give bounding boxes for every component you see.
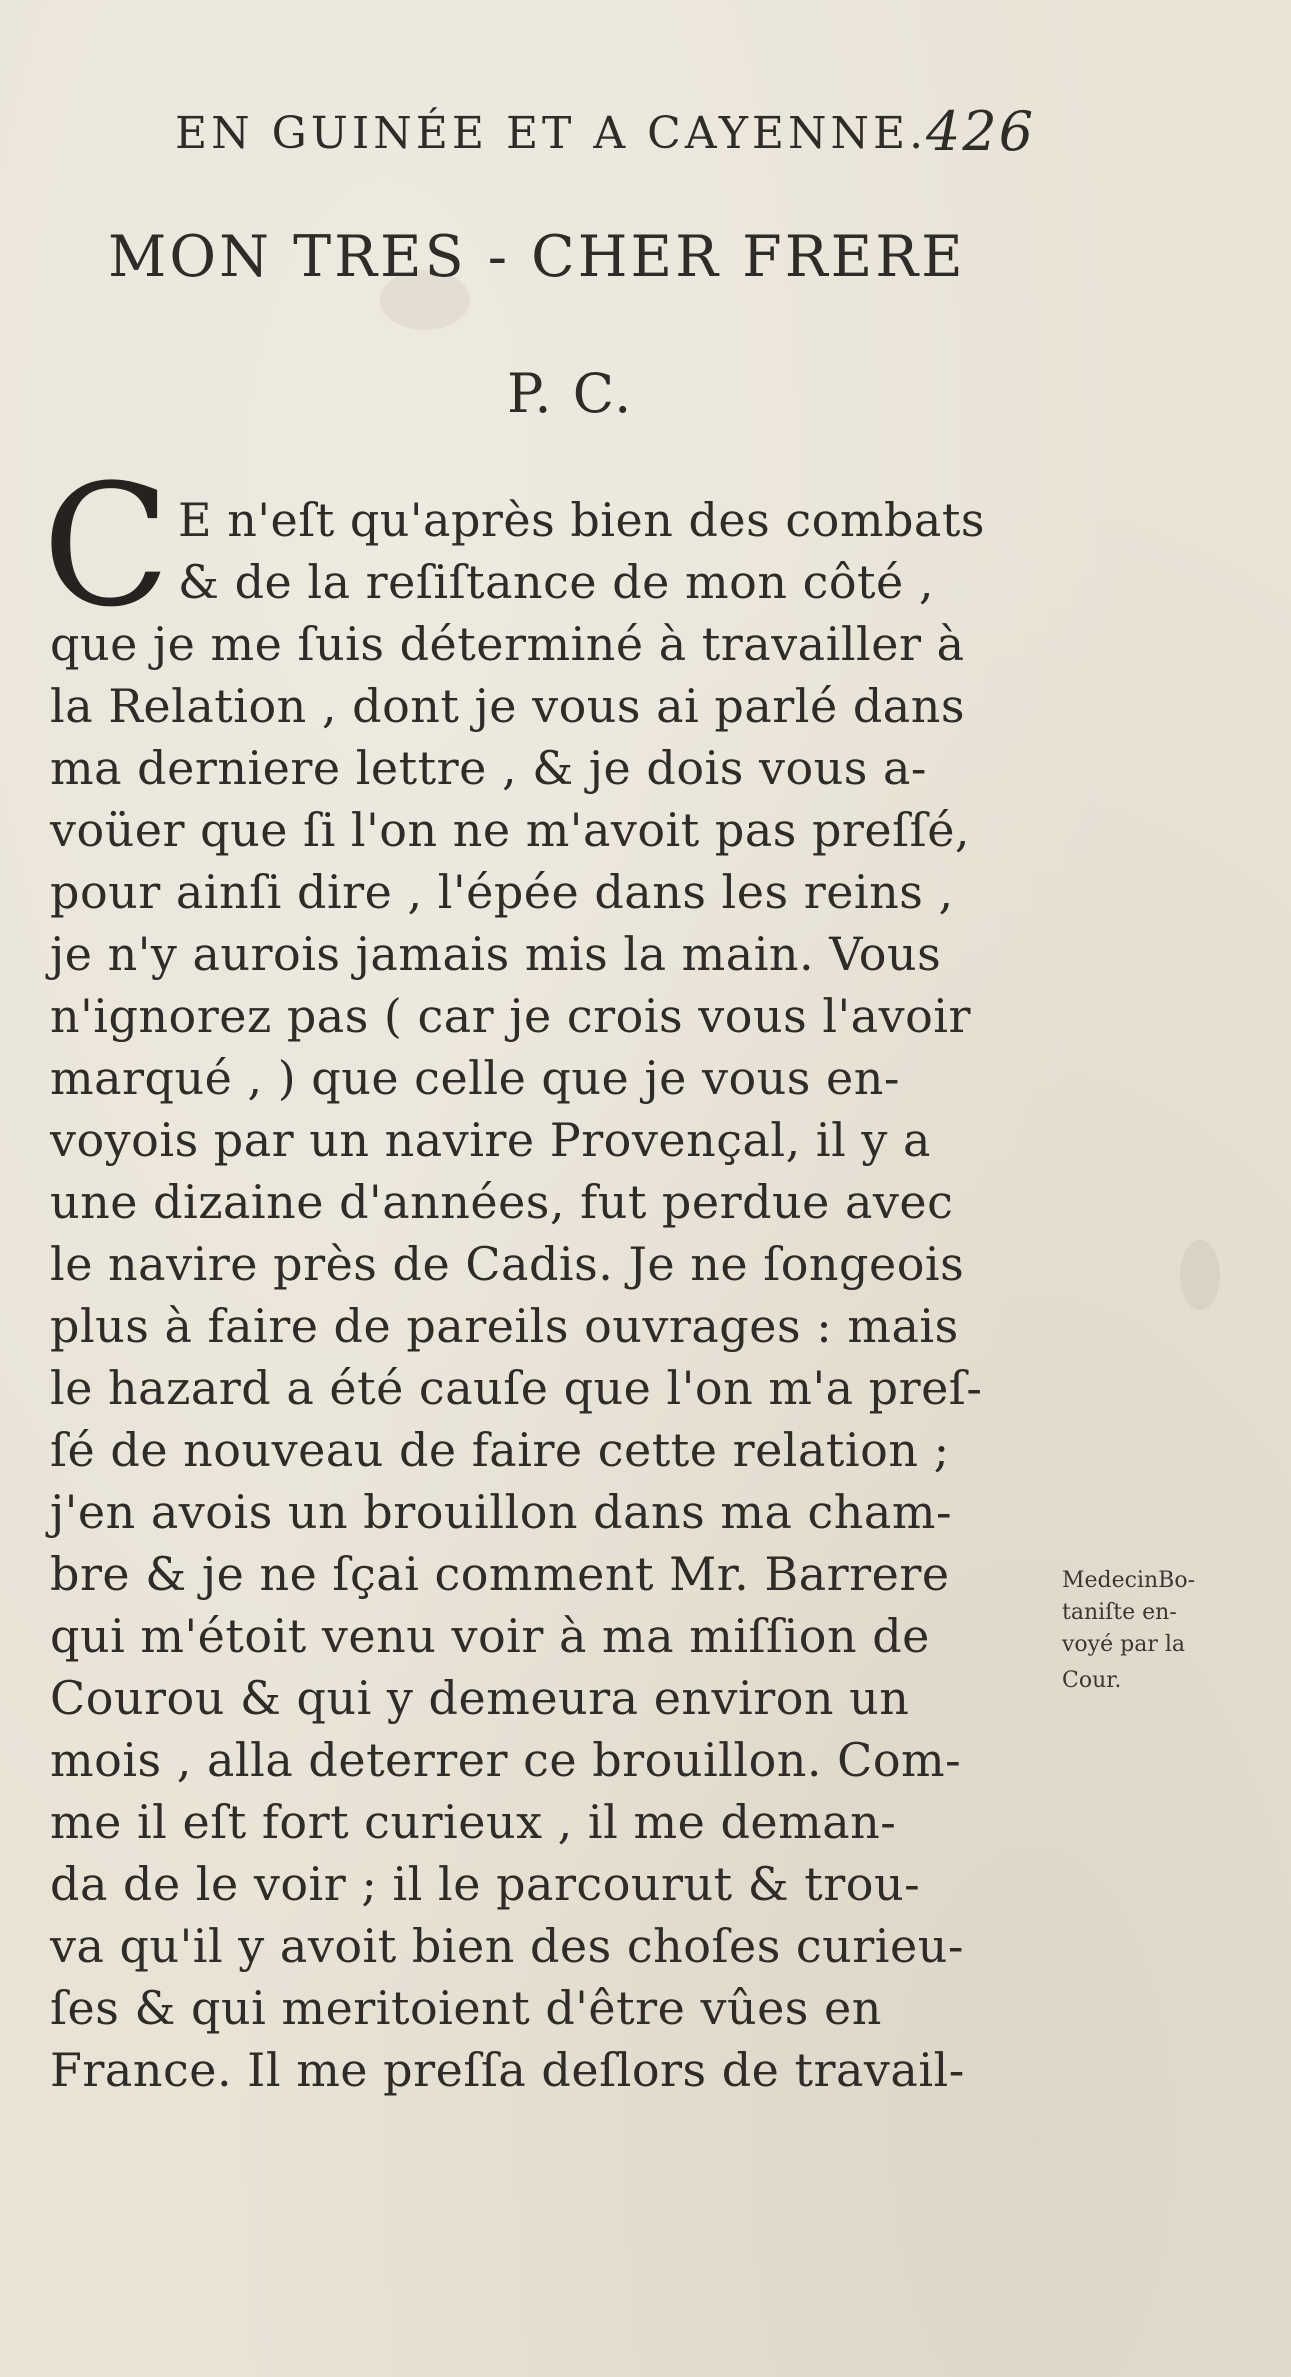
letter-salutation: MON TRES - CHER FRERE: [108, 224, 966, 290]
text-line: n'ignorez pas ( car je crois vous l'avoir: [50, 989, 971, 1043]
marginal-note-line: MedecinBo-: [1062, 1568, 1196, 1593]
paper-stain: [1180, 1240, 1220, 1310]
text-line: j'en avois un brouillon dans ma cham-: [50, 1485, 953, 1539]
text-line: que je me ſuis déterminé à travailler à: [50, 617, 965, 671]
text-line: bre & je ne ſçai comment Mr. Barrere: [50, 1547, 950, 1601]
text-line: le navire près de Cadis. Je ne ſongeois: [50, 1237, 965, 1291]
text-line: qui m'étoit venu voir à ma miſſion de: [50, 1609, 930, 1663]
text-line: marqué , ) que celle que je vous en-: [50, 1051, 900, 1105]
marginal-note-line: voyé par la: [1062, 1632, 1185, 1657]
text-line: Courou & qui y demeura environ un: [50, 1671, 910, 1725]
text-line: je n'y aurois jamais mis la main. Vous: [50, 927, 942, 981]
text-line: France. Il me preſſa deſlors de travail-: [50, 2043, 965, 2097]
text-line: voyois par un navire Provençal, il y a: [50, 1113, 931, 1167]
drop-cap: C: [42, 448, 171, 644]
running-head: EN GUINÉE ET A CAYENNE.: [175, 108, 928, 159]
text-line: me il eſt fort curieux , il me deman-: [50, 1795, 897, 1849]
text-line: voüer que ſi l'on ne m'avoit pas preſſé,: [50, 803, 971, 857]
text-line: mois , alla deterrer ce brouillon. Com-: [50, 1733, 962, 1787]
text-line: ma derniere lettre , & je dois vous a-: [50, 741, 927, 795]
salutation-initials: P. C.: [507, 362, 634, 425]
text-line: ſé de nouveau de faire cette relation ;: [50, 1423, 950, 1477]
text-line: da de le voir ; il le parcourut & trou-: [50, 1857, 921, 1911]
page-number: 426: [926, 100, 1036, 163]
text-line: va qu'il y avoit bien des choſes curieu-: [50, 1919, 964, 1973]
marginal-note-line: Cour.: [1062, 1668, 1122, 1693]
text-line: & de la reſiſtance de mon côté ,: [178, 555, 934, 609]
text-line: une dizaine d'années, fut perdue avec: [50, 1175, 954, 1229]
text-line: la Relation , dont je vous ai parlé dans: [50, 679, 965, 733]
marginal-note-line: taniſte en-: [1062, 1600, 1177, 1625]
text-line: E n'eſt qu'après bien des combats: [178, 493, 985, 547]
text-line: pour ainſi dire , l'épée dans les reins ,: [50, 865, 954, 919]
text-line: plus à faire de pareils ouvrages : mais: [50, 1299, 959, 1353]
text-line: ſes & qui meritoient d'être vûes en: [50, 1981, 882, 2035]
text-line: le hazard a été cauſe que l'on m'a preſ-: [50, 1361, 983, 1415]
